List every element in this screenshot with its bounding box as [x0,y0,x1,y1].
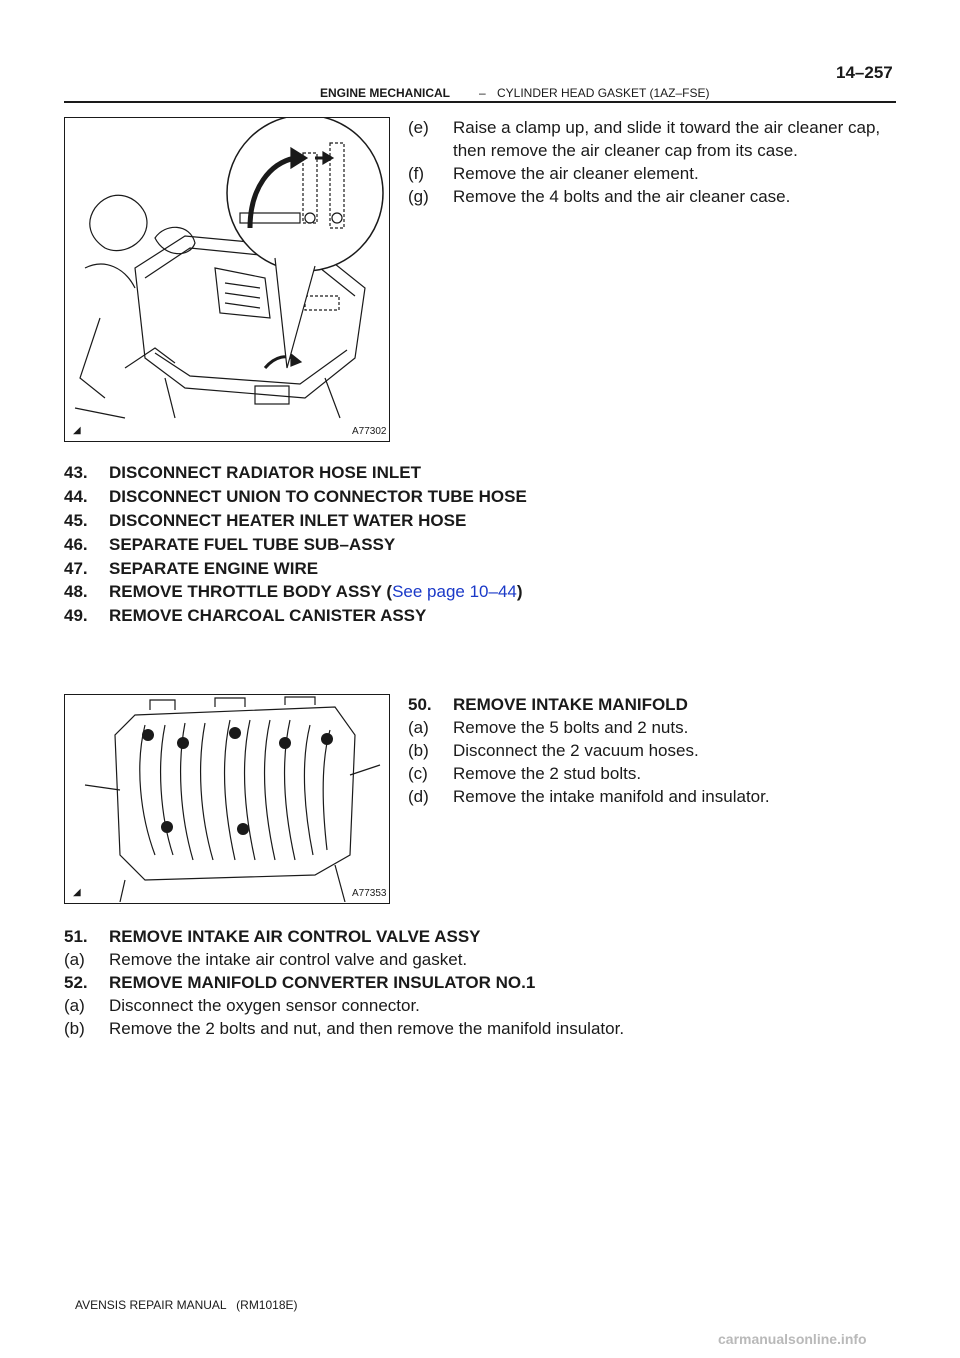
figure-marker-icon: ◢ [73,425,81,436]
header-rule [64,101,896,103]
header-section: ENGINE MECHANICAL [320,86,451,100]
page-number: 14–257 [836,63,893,82]
see-page-link[interactable]: See page 10–44 [392,582,517,601]
header-subsection: CYLINDER HEAD GASKET (1AZ–FSE) [497,86,710,100]
footer-manual-id: AVENSIS REPAIR MANUAL (RM1018E) [75,1298,298,1312]
figure-marker-icon: ◢ [73,887,81,898]
figure-intake-manifold [64,694,390,904]
intake-manifold-illustration [65,695,388,902]
watermark: carmanualsonline.info [718,1331,867,1347]
figure-label: A77353 [352,888,387,899]
figure-label: A77302 [352,426,387,437]
figure-air-cleaner [64,117,390,442]
air-cleaner-illustration [65,118,388,440]
header-dash: – [479,86,486,100]
